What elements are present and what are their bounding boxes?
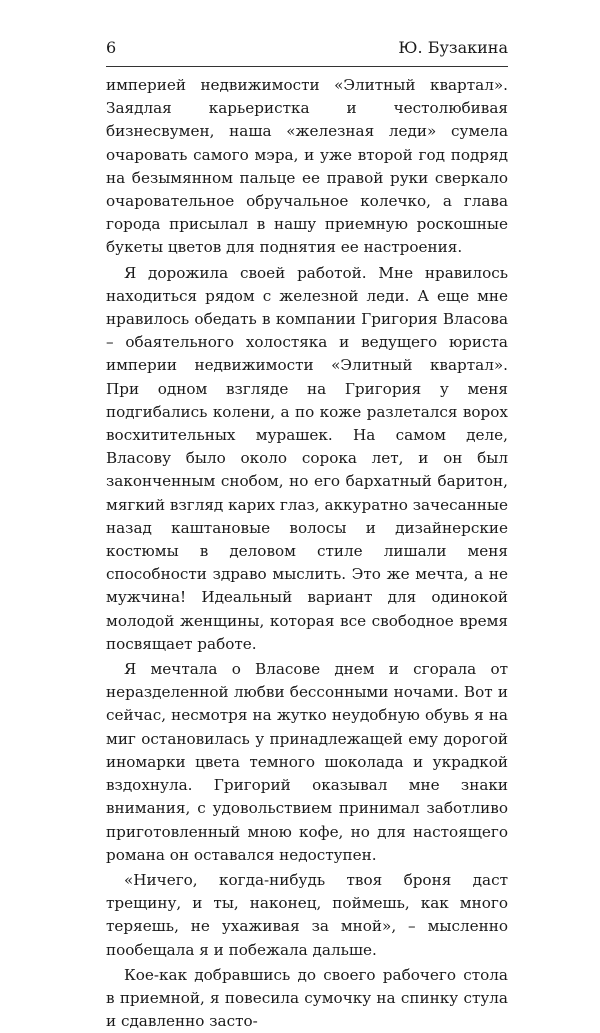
paragraph: «Ничего, когда-нибудь твоя броня даст трещину, и ты, наконец, поймешь, как много теряешь, не ухаживая за мной», – мысленно пообещала я и побежала дальше. <box>106 870 508 959</box>
header-rule <box>106 66 508 67</box>
paragraph: Я дорожила своей работой. Мне нравилось находиться рядом с железной леди. А еще мне нравилось обедать в компании Григория Власова – обаятельного холостяка и ведущего юриста империи недвижимости «Элитный квартал». При одном взгляде на Григория у меня подгибались колени, а по коже разлетался ворох восхитительных мурашек. На самом деле, Власову было около сорока лет, и он был законченным снобом, но его бархатный баритон, мягкий взгляд карих глаз, аккуратно зачесанные назад каштановые волосы и дизайнерские костюмы в деловом стиле лишали меня способности здраво мыслить. Это же мечта, а не мужчина! Идеальный вариант для одинокой молодой женщины, которая все свободное время посвящает работе. <box>106 263 508 653</box>
body-text <box>106 74 508 1033</box>
running-head <box>106 38 508 58</box>
page-number: 6 <box>106 38 117 57</box>
author-name: Ю. Бузакина <box>398 38 508 57</box>
paragraph: империей недвижимости «Элитный квартал». Заядлая карьеристка и честолюбивая бизнесвумен, наша «железная леди» сумела очаровать самого мэра, и уже второй год подряд на безымянном пальце ее правой руки сверкало очаровательное обручальное колечко, а глава города присылал в нашу приемную роскошные букеты цветов для поднятия ее настроения. <box>106 76 508 257</box>
paragraph: Я мечтала о Власове днем и сгорала от неразделенной любви бессонными ночами. Вот и сейчас, несмотря на жутко неудобную обувь я на миг остановилась у принадлежащей ему дорогой иномарки цвета темного шоколада и украдкой вздохнула. Григорий оказывал мне знаки внимания, с удовольствием принимал заботливо приготовленный мною кофе, но для настоящего романа он оставался недоступен. <box>106 660 508 864</box>
paragraph: Кое-как добравшись до своего рабочего стола в приемной, я повесила сумочку на спинку стула и сдавленно засто- <box>106 965 508 1031</box>
